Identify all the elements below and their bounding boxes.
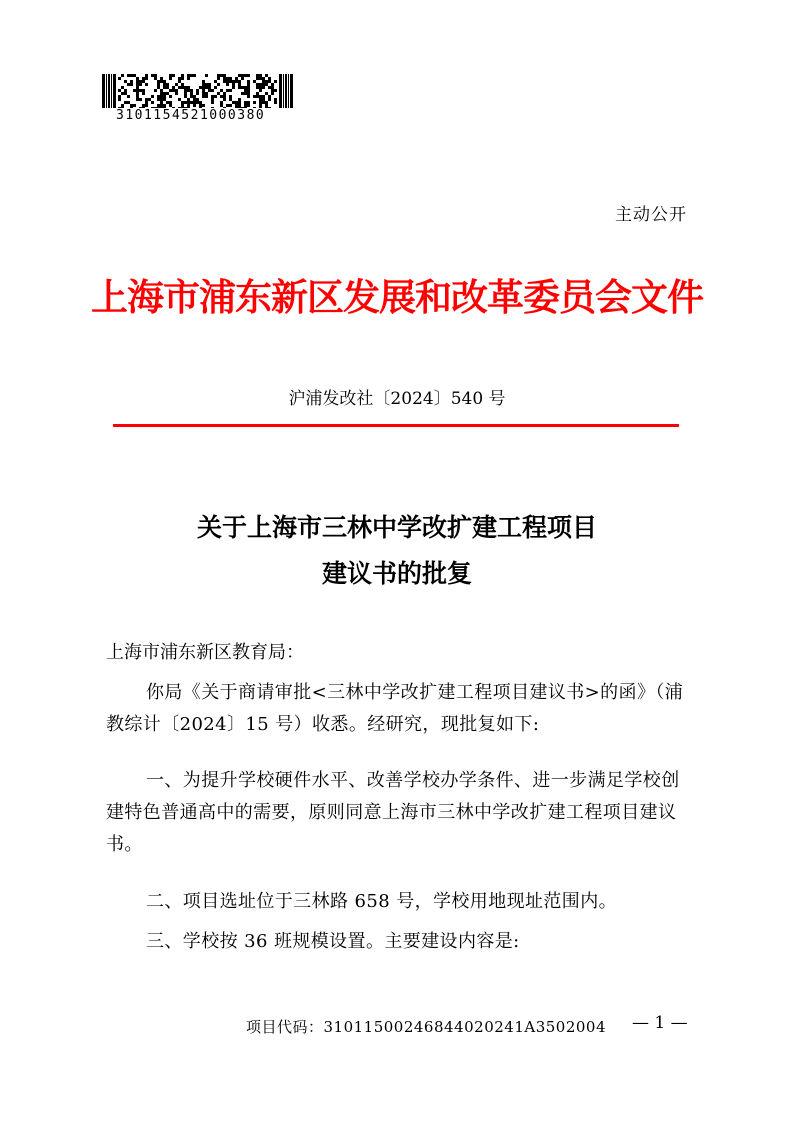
body-paragraph-4: 三、学校按 36 班规模设置。主要建设内容是: [146,931,520,952]
document-subject [0,505,794,597]
subject-line-1: 关于上海市三林中学改扩建工程项目 [196,513,597,542]
red-divider-line [113,424,679,427]
body-paragraph-1: 你局《关于商请审批<三林中学改扩建工程项目建议书>的函》（浦教综计〔2024〕15 号）收悉。经研究，现批复如下: [106,682,684,735]
page-number: — 1 — [632,1013,688,1033]
body-paragraph-3: 二、项目选址位于三林路 658 号，学校用地现址范围内。 [146,891,617,912]
project-code: 项目代码：31011500246844020241A3502004 [246,1018,607,1036]
body-paragraph-2: 一、为提升学校硬件水平、改善学校办学条件、进一步满足学校创建特色普通高中的需要，原则同意上海市三林中学改扩建工程项目建议书。 [106,770,680,855]
subject-line-2: 建议书的批复 [321,559,472,588]
barcode [102,74,294,108]
barcode-number: 3101154521000380 [116,108,266,123]
disclosure-label: 主动公开 [615,205,687,225]
addressee: 上海市浦东新区教育局： [106,642,304,663]
document-number: 沪浦发改社〔2024〕540 号 [288,389,506,409]
issuer-header-title: 上海市浦东新区发展和改革委员会文件 [91,275,703,319]
